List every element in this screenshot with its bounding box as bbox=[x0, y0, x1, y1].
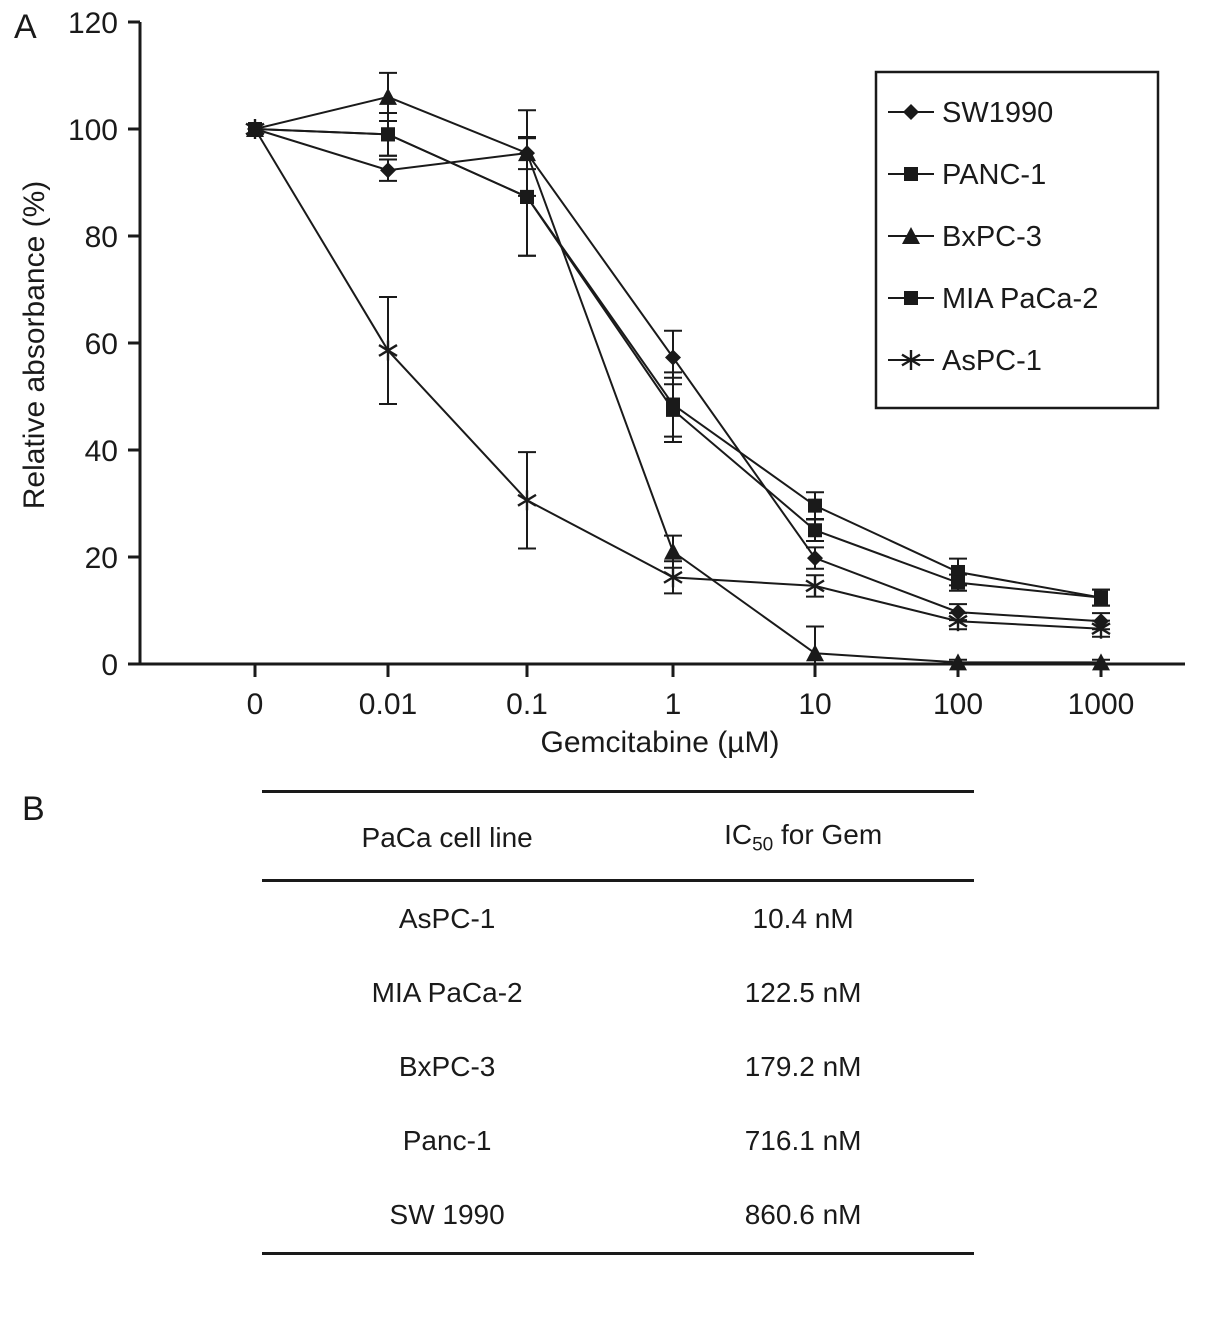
legend-label: PANC-1 bbox=[942, 159, 1047, 191]
data-point-marker bbox=[381, 127, 395, 141]
ic50-value: 179.2 nM bbox=[744, 1050, 862, 1082]
cell-line-value: Panc-1 bbox=[402, 1124, 492, 1156]
table-body bbox=[262, 880, 974, 1253]
ic50-suffix: for Gem bbox=[773, 819, 883, 850]
data-point-marker bbox=[951, 576, 965, 590]
y-tick-label: 40 bbox=[84, 435, 118, 468]
data-point-marker bbox=[666, 403, 680, 417]
cell-line-value: MIA PaCa-2 bbox=[371, 976, 523, 1008]
data-point-marker bbox=[808, 499, 822, 513]
panel-b-label: B bbox=[22, 790, 45, 828]
ic50-subscript: 50 bbox=[752, 834, 774, 856]
ic50-value: 122.5 nM bbox=[744, 976, 862, 1008]
x-tick-label: 0.01 bbox=[358, 688, 418, 721]
data-point-marker bbox=[1094, 591, 1108, 605]
table-row bbox=[262, 1104, 974, 1178]
x-tick-label: 1 bbox=[664, 688, 682, 721]
x-axis-ticks bbox=[247, 664, 1135, 721]
y-tick-label: 0 bbox=[101, 649, 118, 682]
ic50-value: 10.4 nM bbox=[752, 902, 854, 934]
ic50-table bbox=[262, 790, 974, 1255]
table-header-row bbox=[262, 792, 974, 881]
data-point-marker bbox=[380, 162, 396, 178]
data-point-marker bbox=[904, 291, 918, 305]
table-row bbox=[262, 1030, 974, 1104]
x-tick-label: 0 bbox=[246, 688, 264, 721]
data-point-marker bbox=[520, 190, 534, 204]
data-point-marker bbox=[379, 88, 397, 105]
x-tick-label: 100 bbox=[932, 688, 984, 721]
y-tick-label: 80 bbox=[84, 221, 118, 254]
table-row bbox=[262, 880, 974, 956]
table-row bbox=[262, 956, 974, 1030]
x-axis-title: Gemcitabine (µM) bbox=[540, 726, 780, 759]
y-axis-ticks bbox=[68, 7, 140, 682]
legend-label: BxPC-3 bbox=[942, 221, 1042, 253]
data-point-marker bbox=[664, 543, 682, 560]
legend-label: AsPC-1 bbox=[942, 345, 1042, 377]
legend-label: MIA PaCa-2 bbox=[942, 283, 1099, 315]
panel-a-label: A bbox=[14, 8, 37, 46]
chart-legend bbox=[876, 72, 1158, 408]
ic50-value: 860.6 nM bbox=[632, 1178, 974, 1254]
x-tick-label: 10 bbox=[798, 688, 832, 721]
data-point-marker bbox=[808, 523, 822, 537]
data-point-marker bbox=[904, 167, 918, 181]
y-tick-label: 120 bbox=[67, 7, 118, 40]
ic50-table-panel bbox=[262, 790, 974, 1255]
x-tick-label: 1000 bbox=[1067, 688, 1135, 721]
ic50-prefix: IC bbox=[724, 819, 753, 850]
table-header bbox=[262, 792, 974, 881]
x-tick-label: 0.1 bbox=[506, 688, 548, 721]
cell-line-value: SW 1990 bbox=[262, 1178, 632, 1254]
y-axis-title: Relative absorbance (%) bbox=[18, 180, 51, 510]
y-tick-label: 20 bbox=[84, 542, 118, 575]
table-row bbox=[262, 1178, 974, 1254]
cell-line-value: AsPC-1 bbox=[398, 902, 496, 934]
cell-line-value: BxPC-3 bbox=[398, 1050, 496, 1082]
legend-label: SW1990 bbox=[942, 97, 1054, 129]
column-header-ic50 bbox=[632, 792, 974, 881]
y-tick-label: 60 bbox=[84, 328, 118, 361]
column-header-cell-line: PaCa cell line bbox=[262, 792, 632, 881]
data-point-marker bbox=[807, 550, 823, 566]
y-tick-label: 100 bbox=[67, 114, 118, 147]
data-point-marker bbox=[665, 349, 681, 365]
ic50-value: 716.1 nM bbox=[744, 1124, 862, 1156]
